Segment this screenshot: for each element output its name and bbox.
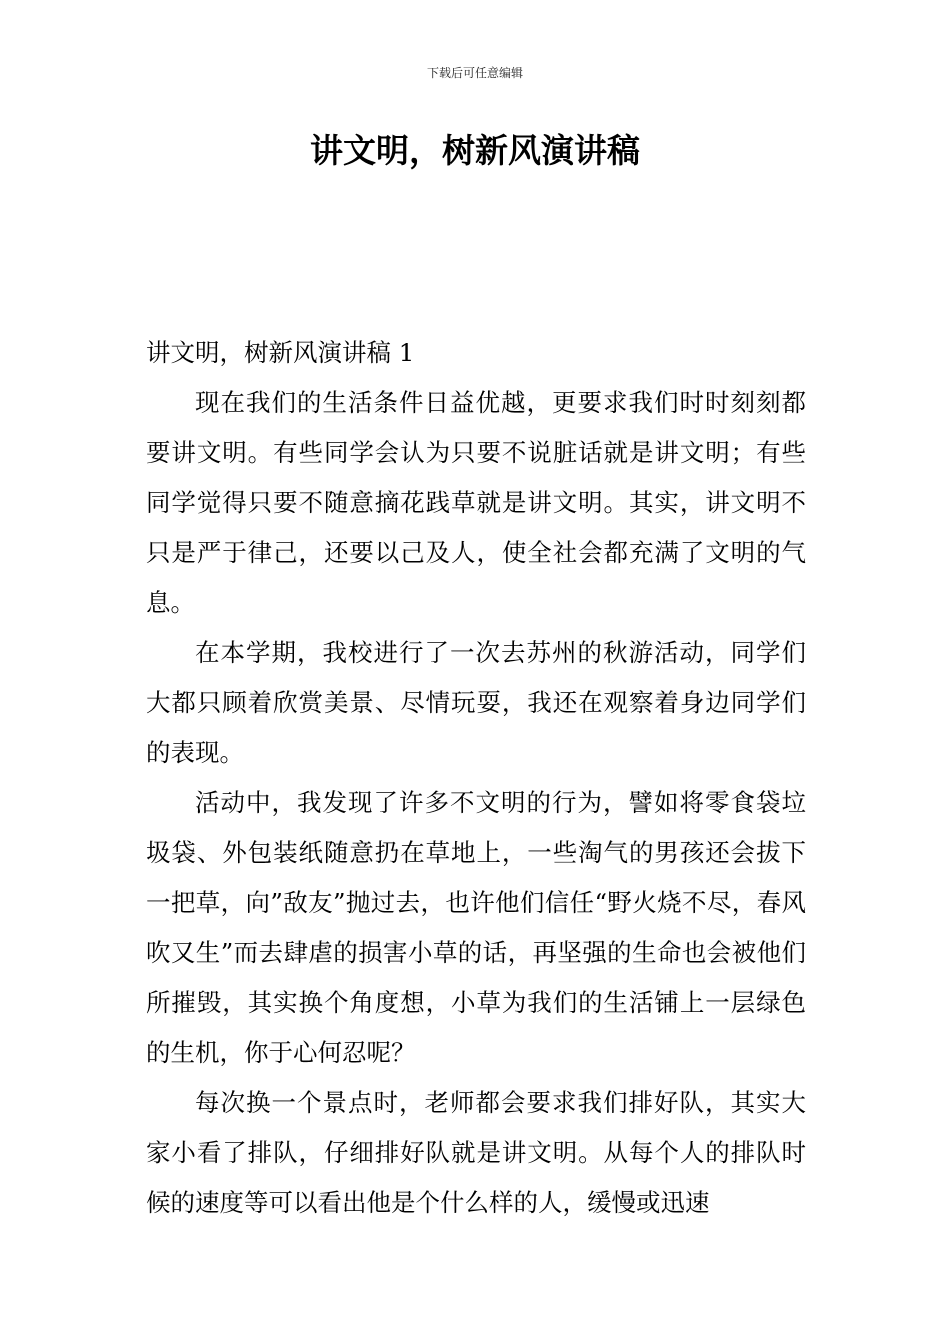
paragraph-4: 每次换一个景点时，老师都会要求我们排好队，其实大家小看了排队，仔细排好队就是讲文明。从每个人的排队时候的速度等可以看出他是个什么样的人，缓慢或迅速 bbox=[146, 1088, 806, 1217]
document-body bbox=[146, 328, 806, 1228]
paragraph-2: 在本学期，我校进行了一次去苏州的秋游活动，同学们大都只顾着欣赏美景、尽情玩耍，我还在观察着身边同学们的表现。 bbox=[146, 638, 806, 767]
header-note: 下载后可任意编辑 bbox=[426, 66, 523, 80]
section-subtitle: 讲文明，树新风演讲稿 1 bbox=[146, 338, 415, 367]
document-title: 讲文明，树新风演讲稿 bbox=[310, 131, 640, 170]
paragraph-1: 现在我们的生活条件日益优越，更要求我们时时刻刻都要讲文明。有些同学会认为只要不说脏话就是讲文明；有些同学觉得只要不随意摘花践草就是讲文明。其实，讲文明不只是严于律己，还要以己及人，使全社会都充满了文明的气息。 bbox=[146, 388, 806, 617]
paragraph-3: 活动中，我发现了许多不文明的行为，譬如将零食袋垃圾袋、外包装纸随意扔在草地上，一些淘气的男孩还会拔下一把草，向”敌友”抛过去，也许他们信任“野火烧不尽，春风吹又生”而去肆虐的损害小草的话，再坚强的生命也会被他们所摧毁，其实换个角度想，小草为我们的生活铺上一层绿色的生机，你于心何忍呢？ bbox=[146, 788, 806, 1067]
